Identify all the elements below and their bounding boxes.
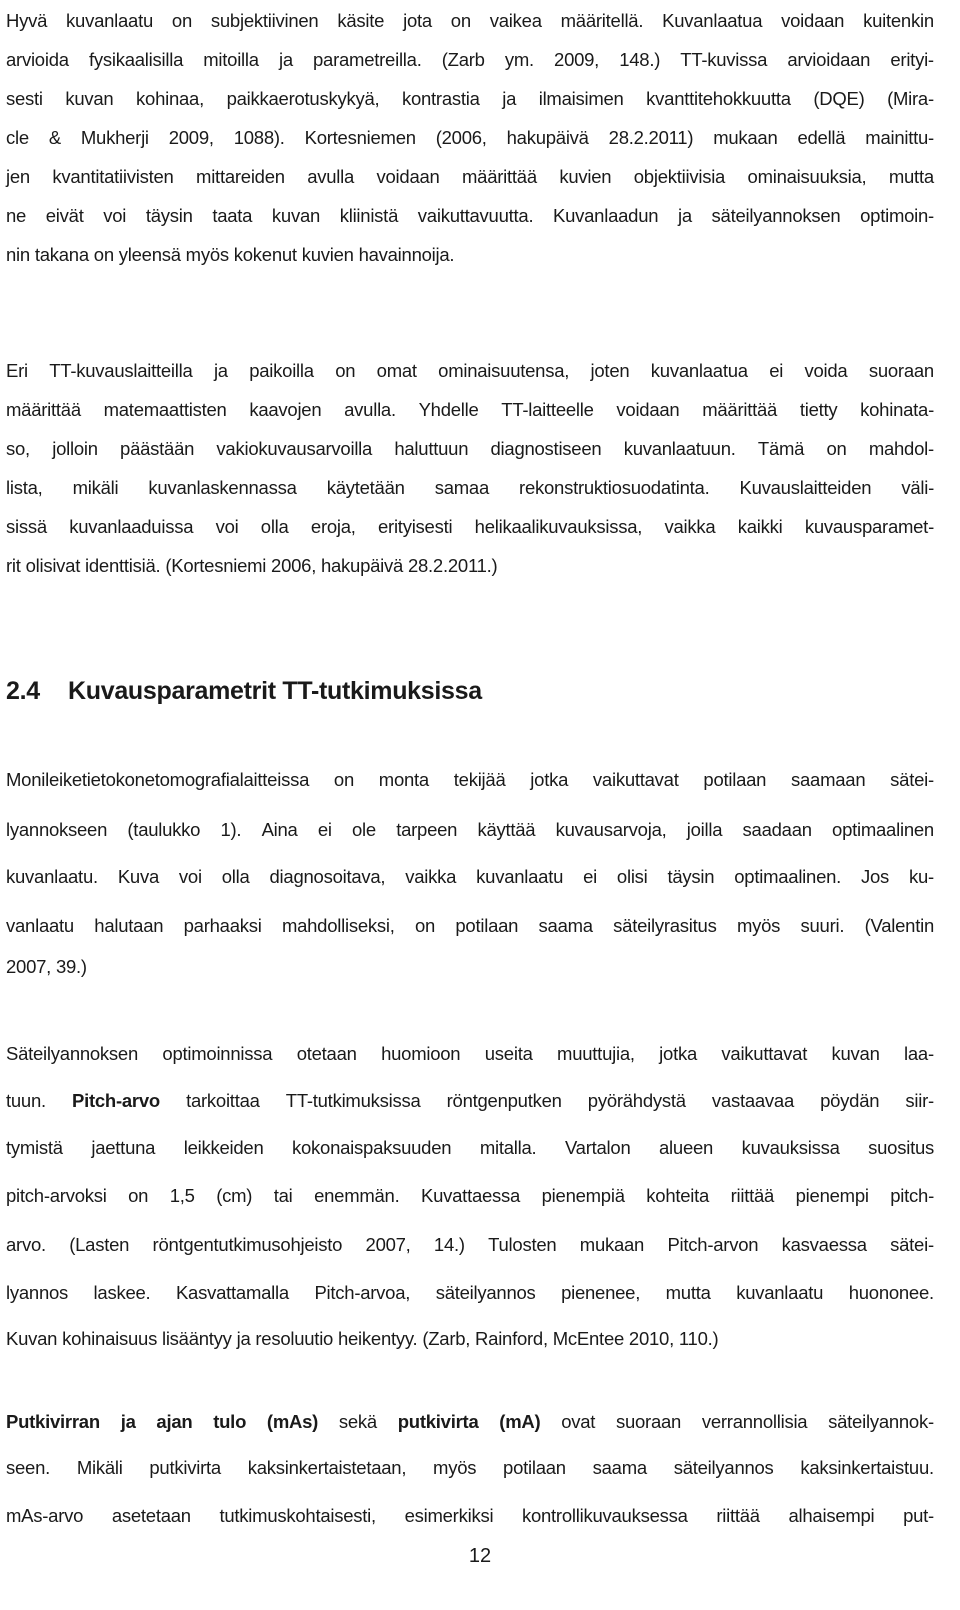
text-line: Putkivirran ja ajan tulo (mAs) sekä putkivirta (mA) ovat suoraan verrannollisia säteilyannok- xyxy=(6,1411,934,1432)
text-line: vanlaatu halutaan parhaaksi mahdolliseksi, on potilaan saama säteilyrasitus myös suuri. (Valentin xyxy=(6,915,934,936)
text-line: lyannos laskee. Kasvattamalla Pitch-arvoa, säteilyannos pienenee, mutta kuvanlaatu huononee. xyxy=(6,1282,934,1303)
text-line: pitch-arvoksi on 1,5 (cm) tai enemmän. Kuvattaessa pienempiä kohteita riittää pienempi pitch- xyxy=(6,1185,934,1206)
text-line: rit olisivat identtisiä. (Kortesniemi 2006, hakupäivä 28.2.2011.) xyxy=(6,555,498,576)
text-line: jen kvantitatiivisten mittareiden avulla voidaan määrittää kuvien objektiivisia ominaisuuksia, mutta xyxy=(6,166,934,187)
text-line: cle & Mukherji 2009, 1088). Kortesniemen (2006, hakupäivä 28.2.2011) mukaan edellä mainittu- xyxy=(6,127,934,148)
text-line: mAs-arvo asetetaan tutkimuskohtaisesti, esimerkiksi kontrollikuvauksessa riittää alhaisempi put- xyxy=(6,1505,934,1526)
text-line: Säteilyannoksen optimoinnissa otetaan huomioon useita muuttujia, jotka vaikuttavat kuvan laa- xyxy=(6,1043,934,1064)
text-line: sissä kuvanlaaduissa voi olla eroja, erityisesti helikaalikuvauksissa, vaikka kaikki kuvausparamet- xyxy=(6,516,934,537)
section-heading xyxy=(6,675,482,707)
text-line: Kuvan kohinaisuus lisääntyy ja resoluutio heikentyy. (Zarb, Rainford, McEntee 2010, 110.) xyxy=(6,1328,719,1349)
text-line: arvo. (Lasten röntgentutkimusohjeisto 2007, 14.) Tulosten mukaan Pitch-arvon kasvaessa sätei- xyxy=(6,1234,934,1255)
text-line: määrittää matemaattisten kaavojen avulla. Yhdelle TT-laitteelle voidaan määrittää tietty kohinata- xyxy=(6,399,934,420)
text-line: tymistä jaettuna leikkeiden kokonaispaksuuden mitalla. Vartalon alueen kuvauksissa suositus xyxy=(6,1137,934,1158)
section-title: Kuvausparametrit TT-tutkimuksissa xyxy=(68,677,482,705)
page-number: 12 xyxy=(468,1545,492,1567)
text-line: so, jolloin päästään vakiokuvausarvoilla haluttuun diagnostiseen kuvanlaatuun. Tämä on mahdol- xyxy=(6,438,934,459)
text-line: tuun. Pitch-arvo tarkoittaa TT-tutkimuksissa röntgenputken pyörähdystä vastaavaa pöydän siir- xyxy=(6,1090,934,1111)
text-line: Eri TT-kuvauslaitteilla ja paikoilla on omat ominaisuutensa, joten kuvanlaatua ei voida suoraan xyxy=(6,360,934,381)
text-line: lista, mikäli kuvanlaskennassa käytetään samaa rekonstruktiosuodatinta. Kuvauslaitteiden väli- xyxy=(6,477,934,498)
text-line: seen. Mikäli putkivirta kaksinkertaistetaan, myös potilaan saama säteilyannos kaksinkertaistuu. xyxy=(6,1457,934,1478)
text-line: sesti kuvan kohinaa, paikkaerotuskykyä, kontrastia ja ilmaisimen kvanttitehokkuutta (DQE) (Mira- xyxy=(6,88,934,109)
text-line: Hyvä kuvanlaatu on subjektiivinen käsite jota on vaikea määritellä. Kuvanlaatua voidaan kuitenkin xyxy=(6,10,934,31)
text-line: Monileiketietokonetomografialaitteissa on monta tekijää jotka vaikuttavat potilaan saamaan sätei- xyxy=(6,769,934,790)
text-line: 2007, 39.) xyxy=(6,956,87,977)
text-line: nin takana on yleensä myös kokenut kuvien havainnoija. xyxy=(6,244,455,265)
text-line: ne eivät voi täysin taata kuvan kliinistä vaikuttavuutta. Kuvanlaadun ja säteilyannoksen optimoin- xyxy=(6,205,934,226)
text-line: kuvanlaatu. Kuva voi olla diagnosoitava, vaikka kuvanlaatu ei olisi täysin optimaalinen. Jos ku- xyxy=(6,866,934,887)
text-line: arvioida fysikaalisilla mitoilla ja parametreilla. (Zarb ym. 2009, 148.) TT-kuvissa arvioidaan erityi- xyxy=(6,49,934,70)
text-line: lyannokseen (taulukko 1). Aina ei ole tarpeen käyttää kuvausarvoja, joilla saadaan optimaalinen xyxy=(6,819,934,840)
section-number: 2.4 xyxy=(6,677,40,705)
